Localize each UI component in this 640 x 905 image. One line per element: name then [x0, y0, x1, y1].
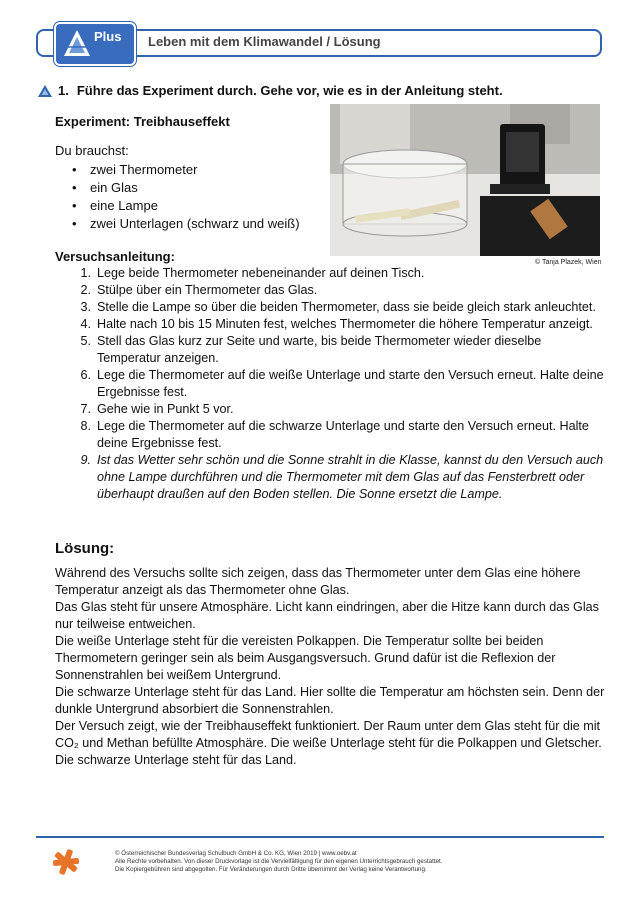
footer-divider [36, 836, 604, 838]
materials-label: Du brauchst: [55, 143, 129, 158]
list-item: • zwei Unterlagen (schwarz und weiß) [72, 215, 300, 233]
logo-label: Plus [94, 29, 122, 44]
solution-paragraph: Das Glas steht für unsere Atmosphäre. Licht kann eindringen, aber die Hitze kann durch das Glas nur teilweise entweichen. [55, 600, 599, 631]
page-title: Leben mit dem Klimawandel / Lösung [148, 34, 381, 49]
solution-paragraph: Die weiße Unterlage steht für die vereisten Polkappen. Die Temperatur sollte bei beiden Thermometern geringer sein als beim Ausgangsversuch. Grund dafür ist die Reflexion der Sonnenstrahlen bei weißem Untergrund. [55, 634, 556, 682]
experiment-title: Experiment: Treibhauseffekt [55, 114, 230, 129]
list-item: 4. Halte nach 10 bis 15 Minuten fest, welches Thermometer die höhere Temperatur anzeigt. [80, 317, 593, 331]
triangle-logo-icon [62, 28, 92, 58]
procedure-title: Versuchsanleitung: [55, 249, 175, 264]
list-item: • eine Lampe [72, 197, 300, 215]
list-item: 5. Stell das Glas kurz zur Seite und warte, bis beide Thermometer wieder dieselbe Temperatur anzeigen. [80, 334, 542, 365]
solution-body [55, 565, 605, 769]
task-number: 1. [58, 83, 69, 98]
list-item: 9. Ist das Wetter sehr schön und die Sonne strahlt in die Klasse, kannst du den Versuch auch ohne Lampe durchführen und die Thermometer mit dem Glas auf das Fensterbrett oder überhaupt draußen auf den Boden stellen. Die Sonne ersetzt die Lampe. [80, 453, 604, 501]
publisher-logo-icon [52, 848, 80, 876]
list-item: 6. Lege die Thermometer auf die weiße Unterlage und starte den Versuch erneut. Halte deine Ergebnisse fest. [80, 368, 604, 399]
solution-paragraph: Während des Versuchs sollte sich zeigen, dass das Thermometer unter dem Glas eine höhere Temperatur anzeigt als das Thermometer ohne Glas. [55, 566, 581, 597]
list-item: 2. Stülpe über ein Thermometer das Glas. [80, 283, 318, 297]
solution-title: Lösung: [55, 540, 115, 557]
photo-credit: © Tanja Plazek, Wien [535, 259, 602, 266]
list-item: 3. Stelle die Lampe so über die beiden Thermometer, dass sie beide gleich stark anleuchtet. [80, 300, 596, 314]
list-item: 8. Lege die Thermometer auf die schwarze Unterlage und starte den Versuch erneut. Halte deine Ergebnisse fest. [80, 419, 589, 450]
solution-paragraph: Die schwarze Unterlage steht für das Land. Hier sollte die Temperatur am höchsten sein. Denn der dunkle Untergrund absorbiert die Sonnenstrahlen. [55, 685, 605, 716]
list-item: • zwei Thermometer [72, 161, 300, 179]
list-item: 7. Gehe wie in Punkt 5 vor. [80, 402, 234, 416]
solution-paragraph: Der Versuch zeigt, wie der Treibhauseffekt funktioniert. Der Raum unter dem Glas steht für die mit CO₂ und Methan befüllte Atmosphäre. Die weiße Unterlage steht für die Polkappen und Gletscher. Die schwarze Unterlage steht für das Land. [55, 719, 602, 767]
experiment-photo [330, 104, 600, 256]
materials-list [72, 161, 300, 233]
task-heading [38, 83, 503, 98]
list-item: • ein Glas [72, 179, 300, 197]
task-text: Führe das Experiment durch. Gehe vor, wie es in der Anleitung steht. [76, 83, 503, 98]
footer-copyright: © Österreichischer Bundesverlag Schulbuch GmbH & Co. KG, Wien 2019 | www.oebv.at Alle Rechte vorbehalten. Von dieser Druckvorlage ist die Vervielfältigung für den eigenen Unterrichtsgebrauch gestattet. Die Kopiergebühren sind abgegolten. Für Veränderungen durch Dritte übernimmt der Verlag keine Verantwortung. [115, 850, 443, 873]
list-item: 1. Lege beide Thermometer nebeneinander auf deinen Tisch. [80, 266, 425, 280]
procedure-steps [55, 265, 605, 503]
triangle-bullet-icon [38, 85, 52, 97]
plus-logo [54, 22, 136, 66]
